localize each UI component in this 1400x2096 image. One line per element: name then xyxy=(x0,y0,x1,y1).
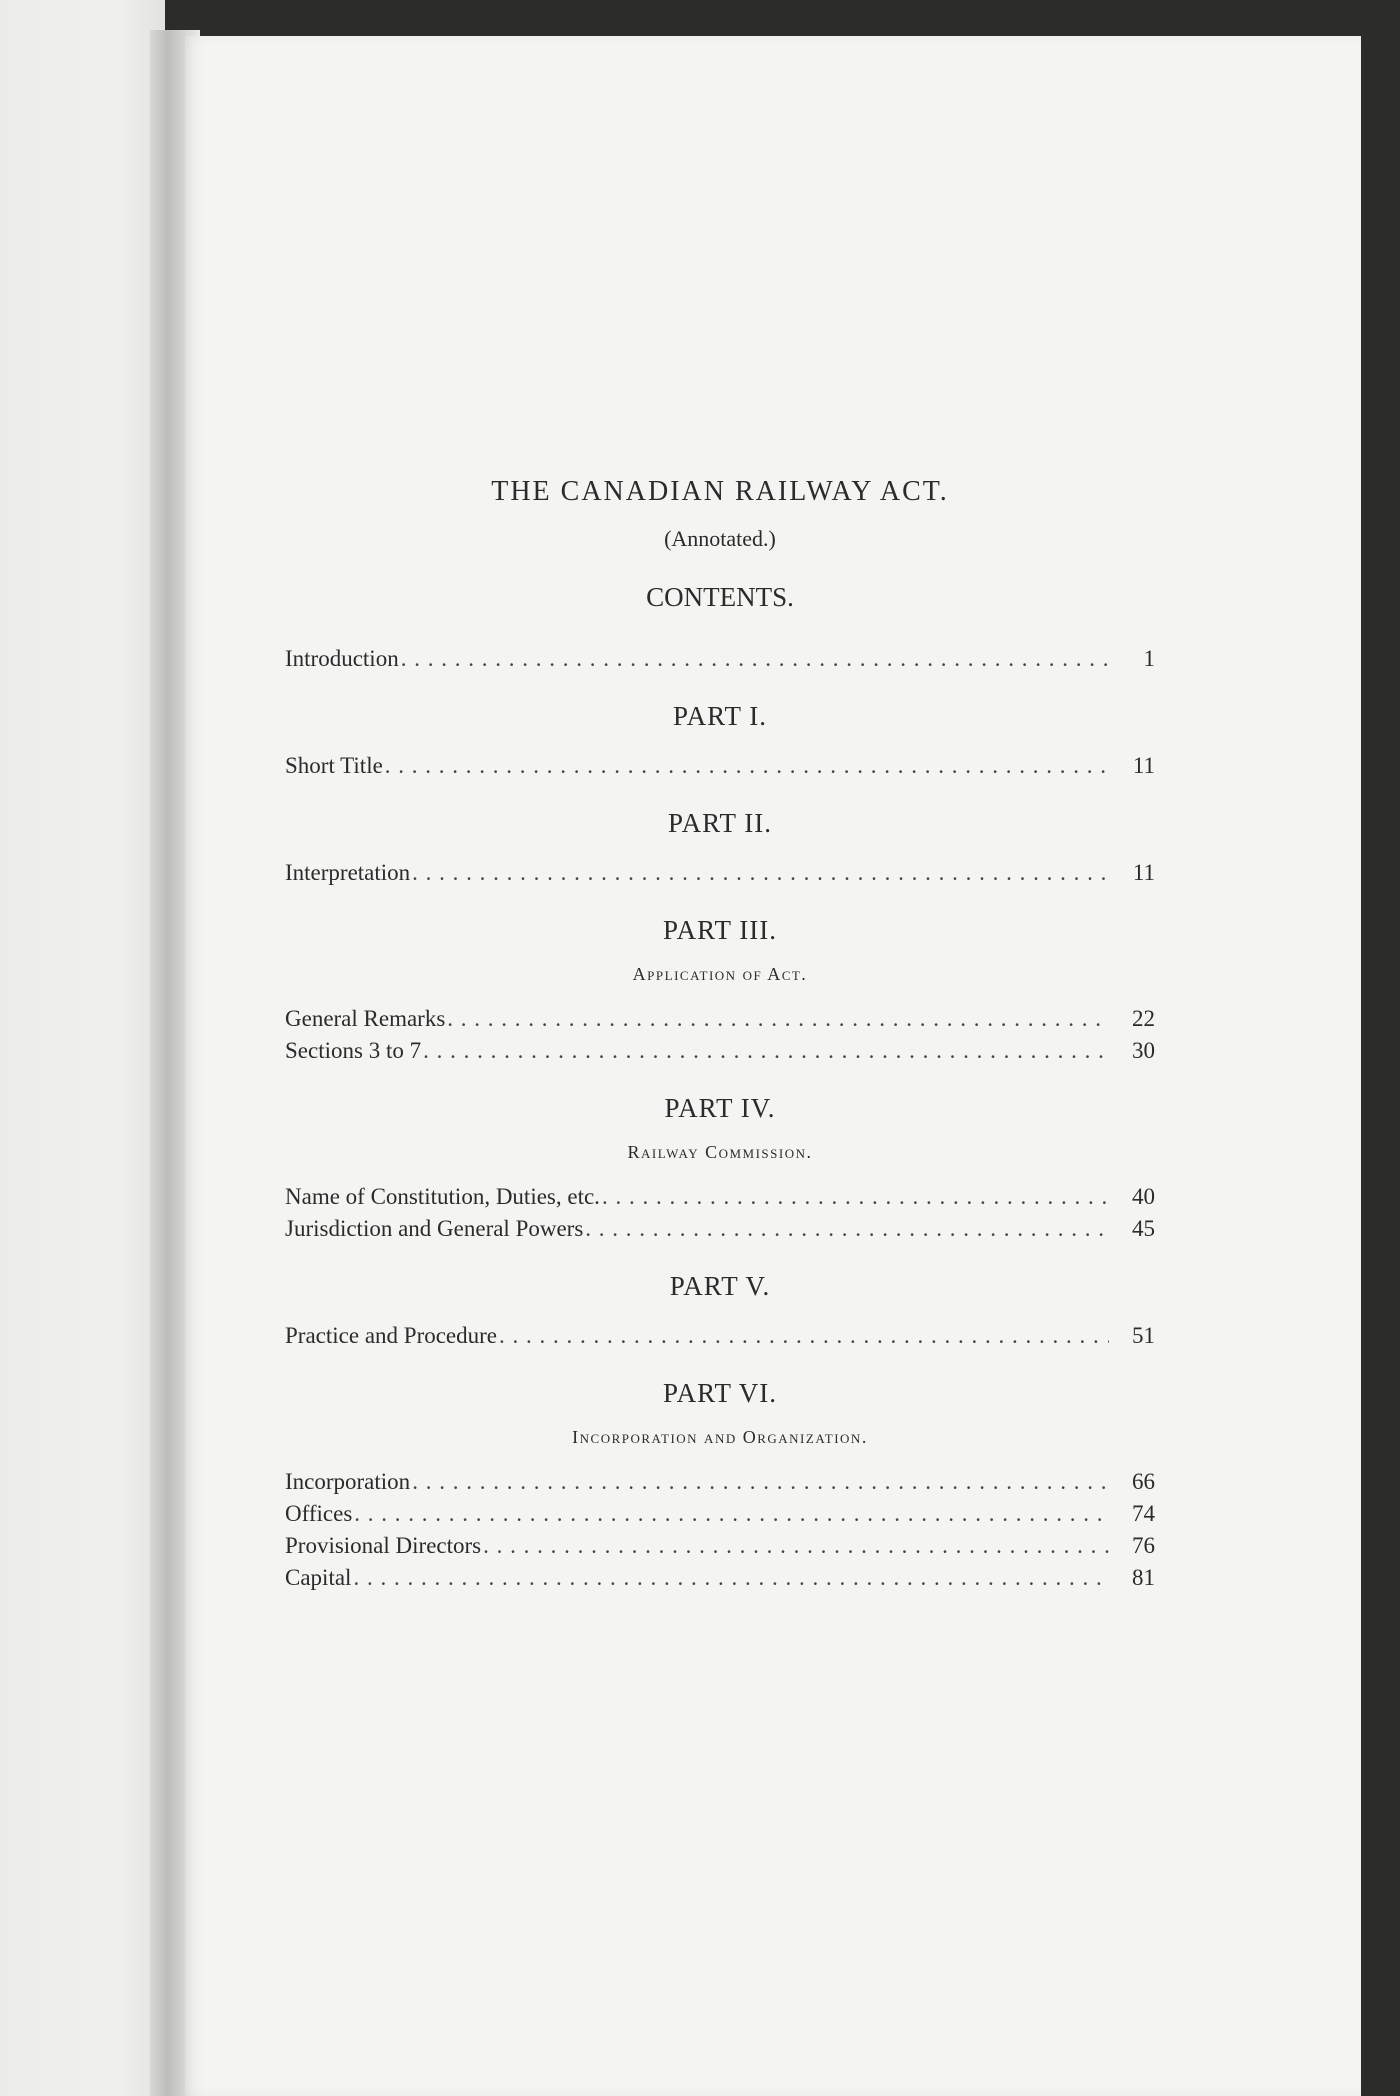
toc-entry-page: 45 xyxy=(1132,1216,1155,1241)
toc-entry-page: 81 xyxy=(1132,1565,1155,1590)
part-entries xyxy=(285,1466,1155,1594)
toc-entry-label: Jurisdiction and General Powers xyxy=(285,1216,584,1241)
toc-entry xyxy=(285,643,1155,675)
toc-entry xyxy=(285,1530,1155,1562)
leader-dots xyxy=(499,1320,1109,1352)
toc-entry-page: 66 xyxy=(1132,1469,1155,1494)
toc-entry-label: Practice and Procedure xyxy=(285,1323,498,1348)
toc-entry xyxy=(285,1035,1155,1067)
toc-entry-page: 1 xyxy=(1143,646,1155,671)
leader-dots xyxy=(412,1466,1109,1498)
leader-dots xyxy=(401,643,1109,675)
toc-entry-page: 30 xyxy=(1132,1038,1155,1063)
leader-dots xyxy=(353,1562,1109,1594)
leader-dots xyxy=(354,1498,1109,1530)
leader-dots xyxy=(385,750,1109,782)
toc-entry-label: Provisional Directors xyxy=(285,1533,482,1558)
leader-dots xyxy=(602,1181,1109,1213)
toc-entry xyxy=(285,1320,1155,1352)
toc-entry xyxy=(285,1562,1155,1594)
toc-entry-page: 11 xyxy=(1132,860,1155,885)
part-entries xyxy=(285,857,1155,889)
toc-entry-page: 74 xyxy=(1132,1501,1155,1526)
part-heading: PART VI. xyxy=(663,1378,777,1408)
leader-dots xyxy=(585,1213,1109,1245)
contents-page xyxy=(185,36,1361,2096)
section-heading: Application of Act. xyxy=(632,964,808,984)
leader-dots xyxy=(423,1035,1109,1067)
left-page-edge xyxy=(0,0,165,2096)
toc-entry xyxy=(285,1466,1155,1498)
toc-entry-label: Offices xyxy=(285,1501,353,1526)
toc-entry xyxy=(285,1498,1155,1530)
part-entries xyxy=(285,750,1155,782)
section-heading: Railway Commission. xyxy=(627,1142,813,1162)
book-subtitle: (Annotated.) xyxy=(664,526,776,551)
toc-entry-label: General Remarks xyxy=(285,1006,446,1031)
intro-group xyxy=(285,643,1155,675)
toc-entry-label: Name of Constitution, Duties, etc. xyxy=(285,1184,600,1209)
leader-dots xyxy=(447,1003,1109,1035)
toc-entry-label: Incorporation xyxy=(285,1469,411,1494)
part-heading: PART I. xyxy=(673,701,767,731)
toc-entry-page: 22 xyxy=(1132,1006,1155,1031)
section-heading: Incorporation and Organization. xyxy=(572,1427,868,1447)
page-content xyxy=(285,436,1155,1594)
part-entries xyxy=(285,1003,1155,1067)
toc-entry xyxy=(285,750,1155,782)
toc-entry-label: Short Title xyxy=(285,753,383,778)
part-entries xyxy=(285,1181,1155,1245)
toc-entry xyxy=(285,1213,1155,1245)
part-heading: PART V. xyxy=(669,1271,771,1301)
toc-entry-label: Capital xyxy=(285,1565,352,1590)
toc-entry-label: Interpretation xyxy=(285,860,411,885)
book-title: THE CANADIAN RAILWAY ACT. xyxy=(491,476,949,507)
toc-entry-label: Introduction xyxy=(285,646,399,671)
part-heading: PART III. xyxy=(663,915,777,945)
leader-dots xyxy=(483,1530,1109,1562)
toc-entry xyxy=(285,857,1155,889)
toc-entry-page: 40 xyxy=(1132,1184,1155,1209)
toc-entry xyxy=(285,1181,1155,1213)
part-entries xyxy=(285,1320,1155,1352)
toc-entry-page: 76 xyxy=(1132,1533,1155,1558)
leader-dots xyxy=(412,857,1109,889)
part-heading: PART II. xyxy=(668,808,772,838)
toc-entry xyxy=(285,1003,1155,1035)
toc-entry-page: 51 xyxy=(1132,1323,1155,1348)
toc-entry-label: Sections 3 to 7 xyxy=(285,1038,422,1063)
toc-entry-page: 11 xyxy=(1132,753,1155,778)
part-heading: PART IV. xyxy=(664,1093,776,1123)
contents-heading: CONTENTS. xyxy=(646,582,794,612)
